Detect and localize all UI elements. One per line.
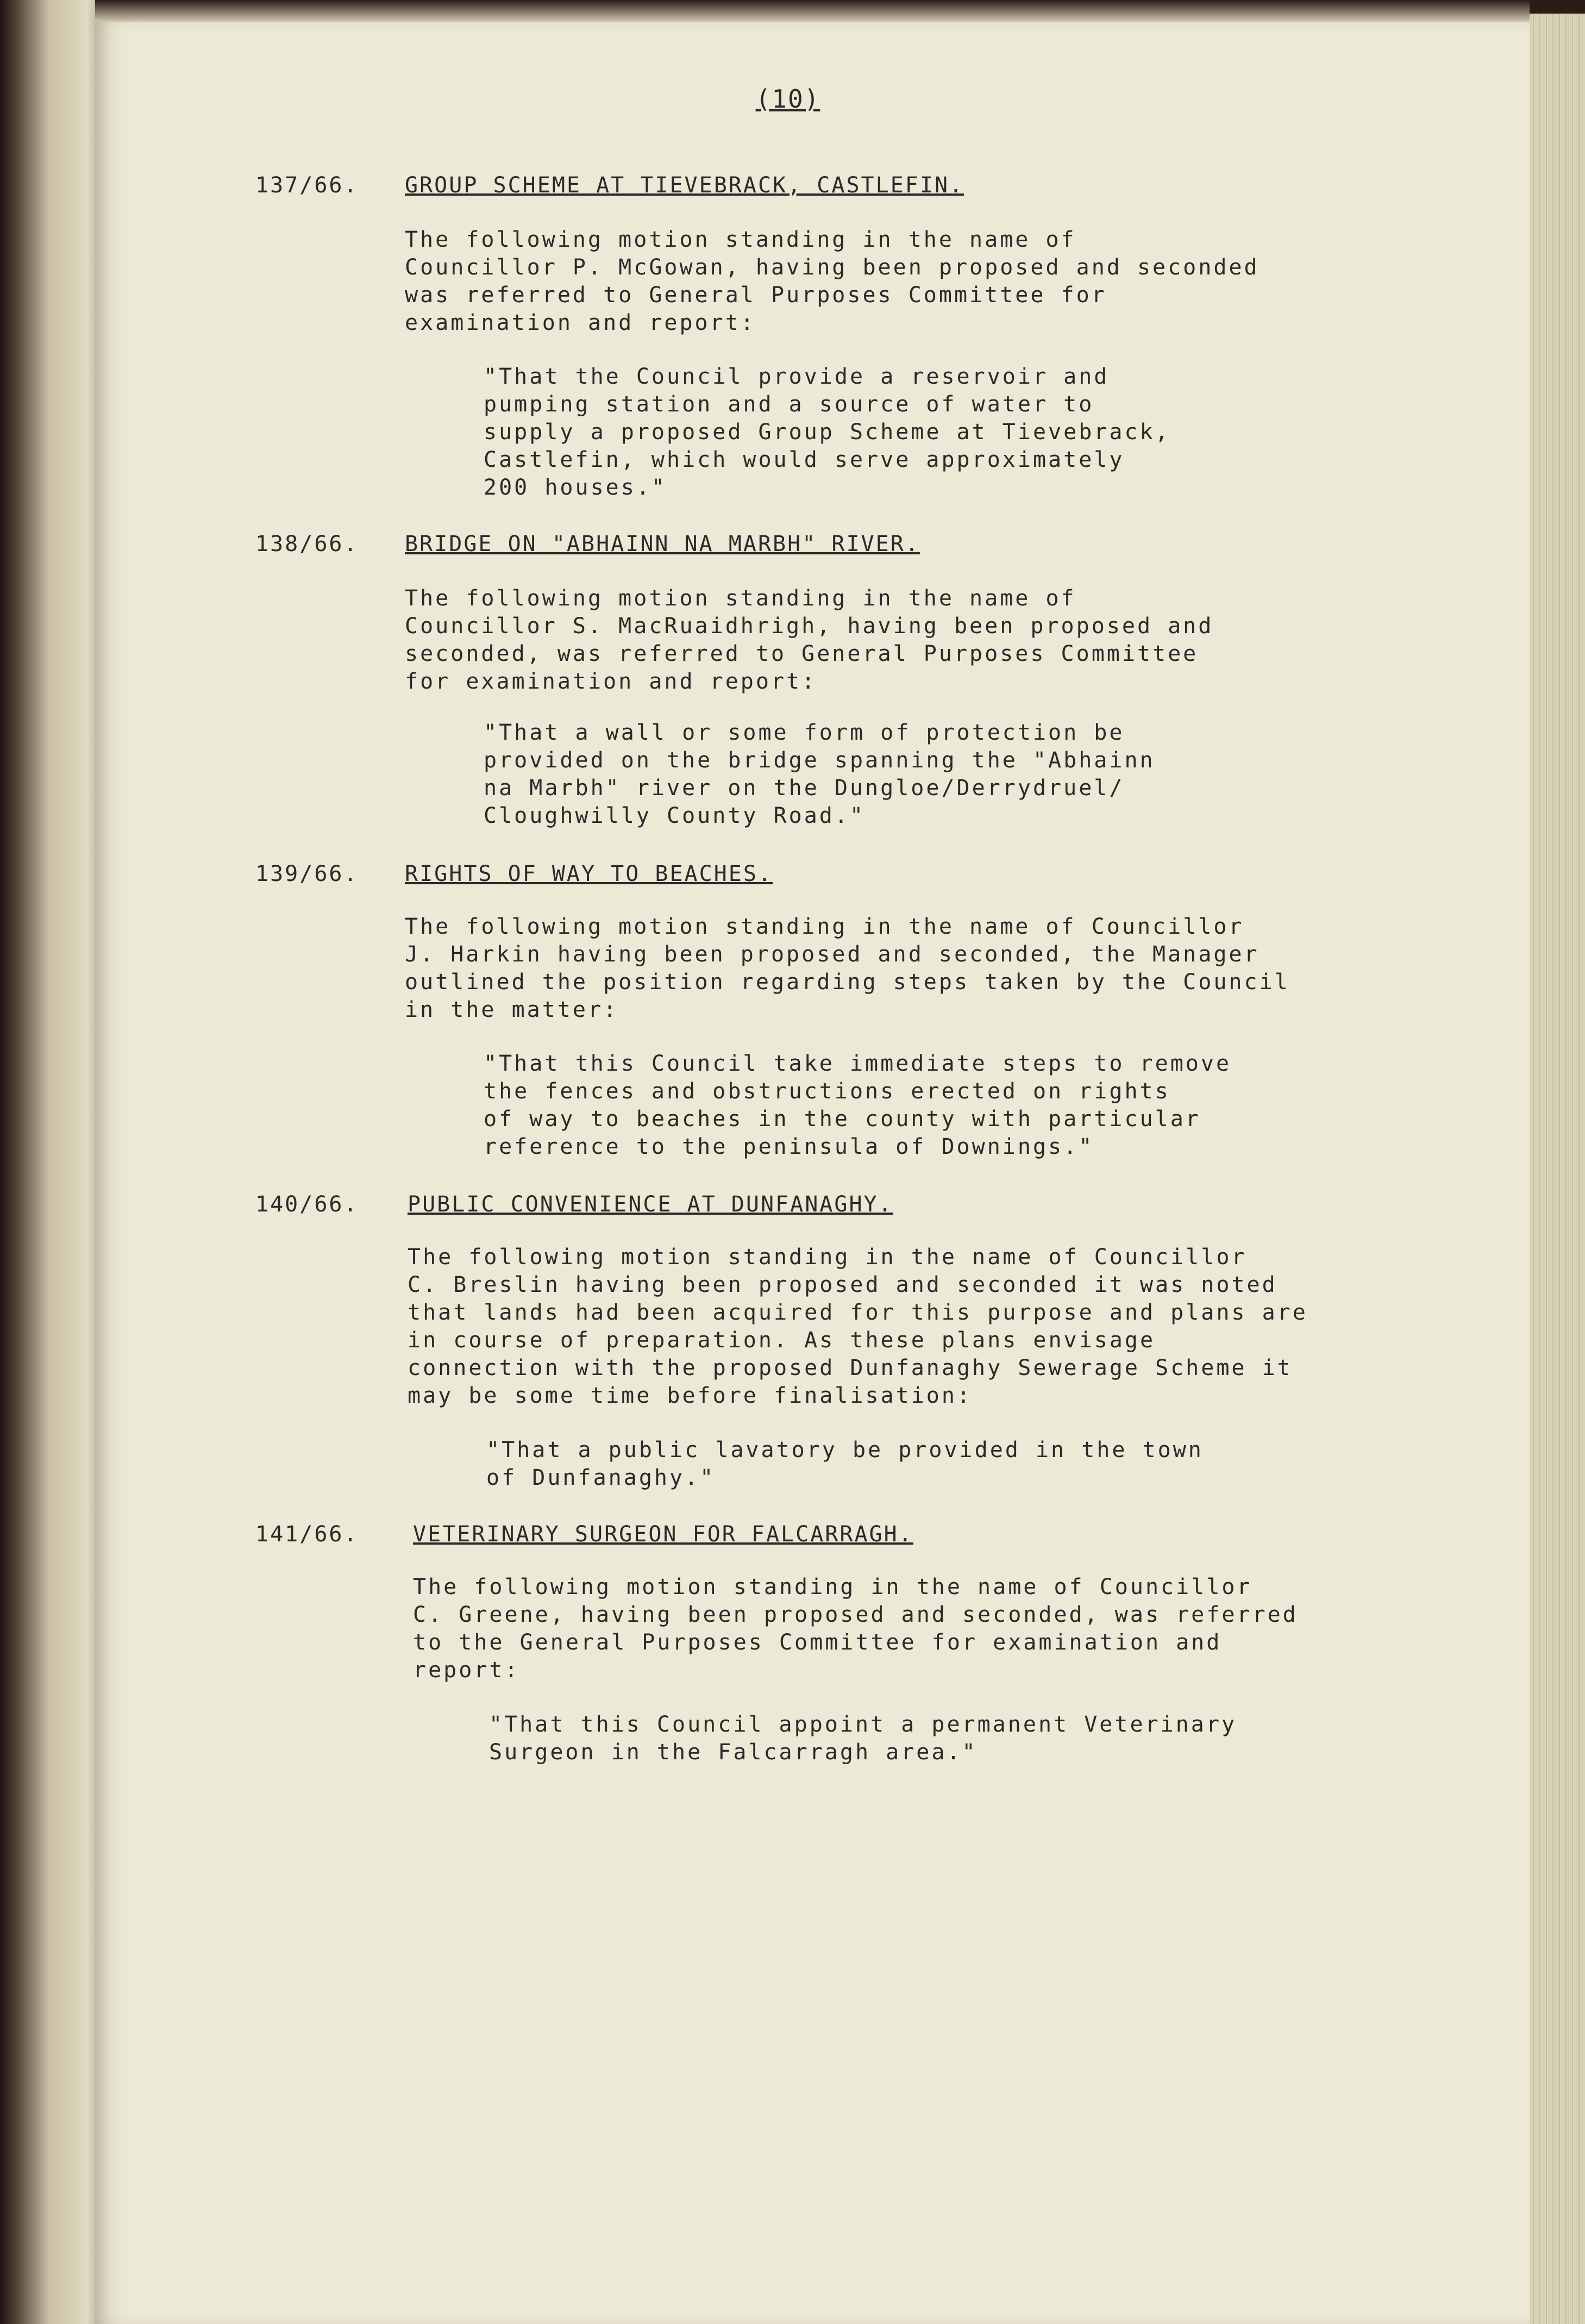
item-number: 140/66.: [255, 1192, 359, 1217]
item-body: The following motion standing in the name of Councillor C. Greene, having been proposed and seconded, was referred to the General Purposes Committee for examination and report:: [413, 1575, 1298, 1683]
item-number: 139/66.: [255, 861, 359, 886]
item-body: The following motion standing in the name of Councillor P. McGowan, having been proposed and seconded was referred to General Purposes Committee for examination and report:: [405, 227, 1260, 335]
item-motion-quote: "That a public lavatory be provided in the town of Dunfanaghy.": [486, 1438, 1204, 1490]
item-title: BRIDGE ON "ABHAINN NA MARBH" RIVER.: [405, 532, 920, 557]
item-body: The following motion standing in the name of Councillor S. MacRuaidhrigh, having been proposed and seconded, was referred to General Purposes Committee for examination and report:: [405, 586, 1214, 694]
item-body: The following motion standing in the name of Councillor J. Harkin having been proposed and seconded, the Manager outlined the position regarding steps taken by the Council in the matter:: [405, 914, 1290, 1022]
item-motion-quote: "That this Council take immediate steps to remove the fences and obstructions erected on rights of way to beaches in the county with particular reference to the peninsula of Downings.": [484, 1051, 1232, 1159]
item-number: 138/66.: [255, 532, 359, 557]
item-body: The following motion standing in the name of Councillor C. Breslin having been proposed and seconded it was noted that lands had been acquired for this purpose and plans are in course of preparation. As these plans envisage connection with the proposed Dunfanaghy Sewerage Scheme it may be some time before finalisation:: [408, 1245, 1308, 1408]
item-number: 137/66.: [255, 173, 359, 198]
item-motion-quote: "That this Council appoint a permanent Veterinary Surgeon in the Falcarragh area.": [489, 1712, 1237, 1765]
item-title: PUBLIC CONVENIENCE AT DUNFANAGHY.: [408, 1192, 893, 1217]
item-title: GROUP SCHEME AT TIEVEBRACK, CASTLEFIN.: [405, 173, 964, 198]
item-motion-quote: "That the Council provide a reservoir and pumping station and a source of water to supply a proposed Group Scheme at Tievebrack, Castlefin, which would serve approximately 200 houses.": [484, 364, 1170, 500]
item-title: RIGHTS OF WAY TO BEACHES.: [405, 861, 773, 886]
item-title: VETERINARY SURGEON FOR FALCARRAGH.: [413, 1522, 913, 1547]
item-number: 141/66.: [255, 1522, 359, 1547]
item-motion-quote: "That a wall or some form of protection be provided on the bridge spanning the "Abhainn na Marbh" river on the Dungloe/Derrydruel/ Cloughwilly County Road.": [484, 720, 1155, 828]
page-number: (10): [755, 84, 820, 114]
